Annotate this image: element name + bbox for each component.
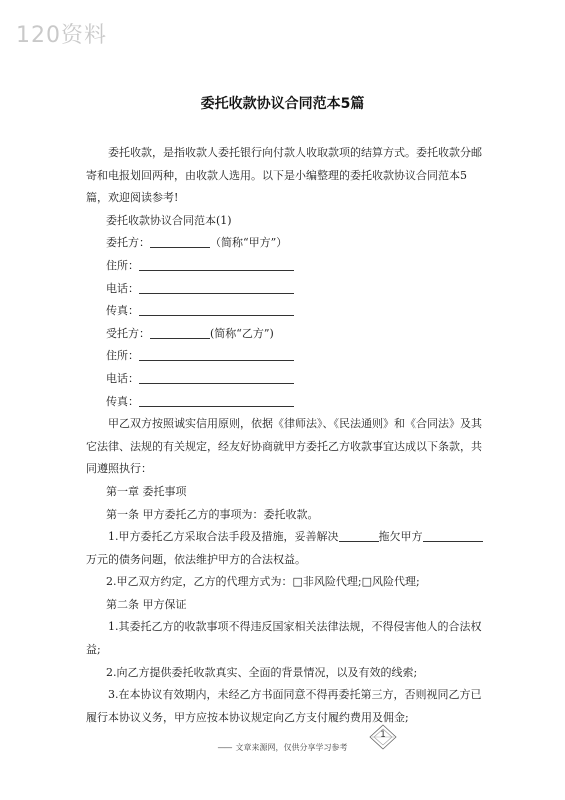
article-1-item-2: 2.甲乙双方约定，乙方的代理方式为：□非风险代理;□风险代理; xyxy=(106,575,420,589)
party-b-alias: (简称“乙方”) xyxy=(210,326,274,340)
party-a-fax-line xyxy=(86,300,486,323)
article-2-item-3: 3.在本协议有效期内，未经乙方书面同意不得再委托第三方，否则视同乙方已履行本协议义务，甲方应按本协议规定向乙方支付履约费用及佣金; xyxy=(86,688,482,724)
footer-dash: —— xyxy=(217,743,232,752)
party-a-label: 委托方： xyxy=(106,236,150,250)
intro-paragraph: 委托收款，是指收款人委托银行向付款人收取款项的结算方式。委托收款分邮寄和电报划回两种，由收款人选用。以下是小编整理的委托收款协议合同范本5篇，欢迎阅读参考! xyxy=(86,146,482,205)
fax-blank xyxy=(139,393,294,407)
footer-text: 文章来源网，仅供分享学习参考 xyxy=(235,743,348,752)
debtor-blank xyxy=(339,528,379,542)
address-label: 住所： xyxy=(106,258,139,272)
party-a-address-line xyxy=(86,255,486,278)
article-2-item-1: 1.其委托乙方的收款事项不得违反国家相关法律法规，不得侵害他人的合法权益; xyxy=(86,620,482,657)
document-body xyxy=(86,142,486,729)
party-b-line xyxy=(86,323,486,346)
party-b-fax-line xyxy=(86,391,486,414)
fax-blank xyxy=(139,302,294,316)
section-title: 委托收款协议合同范本(1) xyxy=(106,213,232,227)
party-b-phone-line xyxy=(86,368,486,391)
preamble-paragraph: 甲乙双方按照诚实信用原则，依据《律师法》、《民法通则》和《合同法》及其它法律、法规的有关规定，经友好协商就甲方委托乙方收款事宜达成以下条款，共同遵照执行： xyxy=(86,417,482,476)
amount-blank-b xyxy=(463,528,483,542)
article-2-item-2: 2.向乙方提供委托收款真实、全面的背景情况，以及有效的线索; xyxy=(106,665,418,679)
party-a-phone-line xyxy=(86,278,486,301)
watermark-logo: 120资料 xyxy=(16,23,107,48)
address-blank xyxy=(139,257,294,271)
party-a-alias: （简称“甲方”） xyxy=(210,236,288,250)
address-label: 住所： xyxy=(106,349,139,363)
footer-note xyxy=(0,742,565,753)
article-1-item-1: 1.甲方委托乙方采取合法手段及措施，妥善解决 拖欠甲方万元的债务问题，依法维护甲方的合法权益。 xyxy=(86,526,486,571)
party-a-blank xyxy=(150,234,210,248)
party-b-address-line xyxy=(86,345,486,368)
article-2-heading: 第二条 甲方保证 xyxy=(106,597,187,611)
fax-label: 传真： xyxy=(106,394,139,408)
party-b-blank xyxy=(150,325,210,339)
page-number: 1 xyxy=(380,730,386,740)
phone-blank xyxy=(139,370,294,384)
article-1-heading: 第一条 甲方委托乙方的事项为：委托收款。 xyxy=(106,507,319,521)
phone-blank xyxy=(139,280,294,294)
fax-label: 传真： xyxy=(106,304,139,318)
amount-blank-a xyxy=(423,528,463,542)
phone-label: 电话： xyxy=(106,371,139,385)
document-title: 委托收款协议合同范本5篇 xyxy=(200,96,365,112)
party-b-label: 受托方： xyxy=(106,326,150,340)
chapter-heading: 第一章 委托事项 xyxy=(106,484,187,498)
phone-label: 电话： xyxy=(106,281,139,295)
address-blank xyxy=(139,347,294,361)
party-a-line xyxy=(86,232,486,255)
